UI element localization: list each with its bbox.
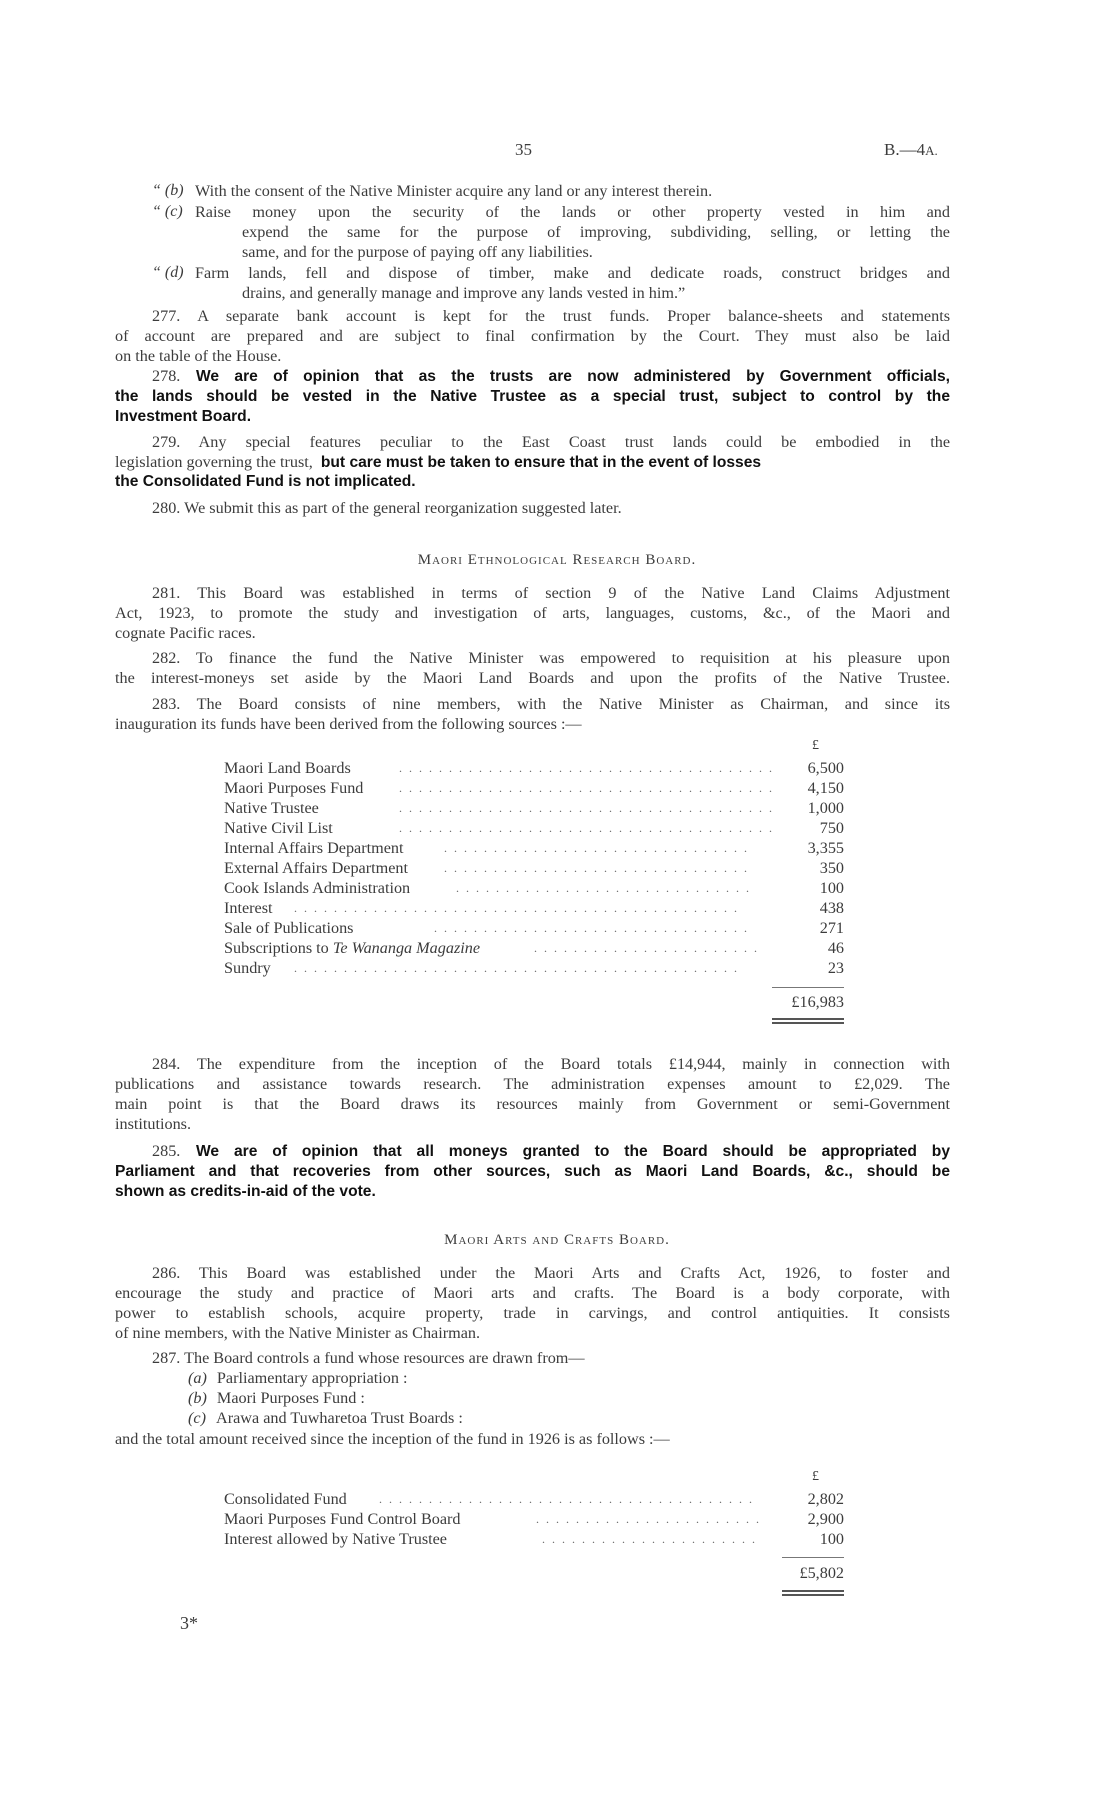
paragraph-286-line-2: encourage the study and practice of Maori arts and crafts. The Board is a body corporate, with xyxy=(115,1284,950,1302)
table1-row-amount: 46 xyxy=(827,939,844,957)
paragraph-281-line-3: cognate Pacific races. xyxy=(115,624,256,642)
table1-subtotal-rule xyxy=(772,987,844,988)
table2-row-amount: 2,802 xyxy=(807,1490,844,1508)
paragraph-285-line-3: shown as credits-in-aid of the vote. xyxy=(115,1183,376,1200)
paragraph-277-line-3: on the table of the House. xyxy=(115,347,282,365)
leader-dots: . . . . . . . . . . . . . . . . . . . . . . . . . . . . . . . . . . . . . . xyxy=(399,761,774,775)
paragraph-278-line-2: the lands should be vested in the Native Trustee as a special trust, subject to control by the xyxy=(115,388,950,405)
clause-b-lead: “ (b) xyxy=(152,182,184,199)
list-item-b-text: Maori Purposes Fund : xyxy=(216,1389,365,1407)
table1-row-label: Interest xyxy=(224,899,273,917)
leader-dots: . . . . . . . . . . . . . . . . . . . . . . . . . . . . . . . . . . . . . . . . . . . . . xyxy=(294,961,739,975)
paragraph-278-number: 278. xyxy=(152,367,181,385)
table1-row-label-prefix: Subscriptions to xyxy=(224,939,329,957)
clause-c-line-3: same, and for the purpose of paying off any liabilities. xyxy=(242,243,593,261)
table1-row-amount: 350 xyxy=(819,859,844,877)
paragraph-287-line-1: 287. The Board controls a fund whose resources are drawn from— xyxy=(152,1349,585,1367)
table1-double-rule-bottom xyxy=(772,1022,844,1024)
table1-row-label-italic: Te Wananga Magazine xyxy=(332,939,481,957)
table1-row xyxy=(224,858,844,878)
table1-row xyxy=(224,778,844,798)
leader-dots: . . . . . . . . . . . . . . . . . . . . . . . . . . . . . . . . . . . . . . . . . . . . . xyxy=(294,901,739,915)
paragraph-279-bold-part: but care must be taken to ensure that in the event of losses xyxy=(320,454,762,471)
table1-row-label: External Affairs Department xyxy=(224,859,408,877)
table2-row-amount: 2,900 xyxy=(807,1510,844,1528)
table2-row xyxy=(224,1509,844,1529)
paragraph-281-line-2: Act, 1923, to promote the study and investigation of arts, languages, customs, &c., of the Maori and xyxy=(115,604,950,622)
table1-row-label xyxy=(224,938,480,958)
clause-d-lead: “ (d) xyxy=(152,264,184,281)
table1-row-amount: 438 xyxy=(819,899,844,917)
table1-row-amount: 4,150 xyxy=(807,779,844,797)
list-item-c-text: Arawa and Tuwharetoa Trust Boards : xyxy=(216,1409,463,1427)
paragraph-284-line-1: 284. The expenditure from the inception of the Board totals £14,944, mainly in connection with xyxy=(152,1055,950,1073)
table1-row-label: Maori Purposes Fund xyxy=(224,779,364,797)
paragraph-278-line-3: Investment Board. xyxy=(115,408,252,425)
document-reference xyxy=(884,140,938,160)
table1-row xyxy=(224,758,844,778)
leader-dots: . . . . . . . . . . . . . . . . . . . . . . . . . . . . . . . . xyxy=(434,921,749,935)
table2-total: £5,802 xyxy=(799,1564,844,1582)
clause-d-line-2: drains, and generally manage and improve any lands vested in him.” xyxy=(242,284,686,302)
table1-currency-header: £ xyxy=(812,738,819,753)
paragraph-285-line-2: Parliament and that recoveries from other sources, such as Maori Land Boards, &c., should be xyxy=(115,1163,950,1180)
table1-row-amount: 750 xyxy=(819,819,844,837)
table1-row xyxy=(224,878,844,898)
list-item-b-lead: (b) xyxy=(188,1389,207,1407)
table1-row xyxy=(224,938,844,958)
table1-row-label: Native Trustee xyxy=(224,799,319,817)
document-reference-prefix: B.—4 xyxy=(884,140,926,159)
paragraph-281-line-1: 281. This Board was established in terms of section 9 of the Native Land Claims Adjustment xyxy=(152,584,950,602)
paragraph-279-line-2 xyxy=(115,452,950,473)
table1-row-amount: 100 xyxy=(819,879,844,897)
clause-c-line-2: expend the same for the purpose of improving, subdividing, selling, or letting the xyxy=(242,223,950,241)
paragraph-279-line-3: the Consolidated Fund is not implicated. xyxy=(115,473,416,490)
paragraph-279-plain-part: legislation governing the trust, xyxy=(115,453,313,471)
leader-dots: . . . . . . . . . . . . . . . . . . . . . . . . . . . . . . . . . . . . . . xyxy=(399,781,774,795)
table1-row-label: Cook Islands Administration xyxy=(224,879,411,897)
table1-row xyxy=(224,918,844,938)
table1-row-amount: 23 xyxy=(827,959,844,977)
paragraph-280: 280. We submit this as part of the general reorganization suggested later. xyxy=(152,499,622,517)
clause-c-line-1: Raise money upon the security of the lands or other property vested in him and xyxy=(195,203,950,221)
paragraph-284-line-4: institutions. xyxy=(115,1115,192,1133)
section-heading-ethnological-board: Maori Ethnological Research Board. xyxy=(417,552,697,568)
table1-row xyxy=(224,818,844,838)
clause-b-text: With the consent of the Native Minister acquire any land or any interest therein. xyxy=(195,182,713,200)
table1-row xyxy=(224,838,844,858)
table1-row xyxy=(224,958,844,978)
paragraph-286-line-4: of nine members, with the Native Minister as Chairman. xyxy=(115,1324,481,1342)
table2-double-rule-bottom xyxy=(782,1594,844,1596)
table2-row-label: Consolidated Fund xyxy=(224,1490,347,1508)
table2-row-label: Maori Purposes Fund Control Board xyxy=(224,1510,461,1528)
paragraph-282-line-2: the interest-moneys set aside by the Maori Land Boards and upon the profits of the Native Trustee. xyxy=(115,669,950,687)
table2-currency-header: £ xyxy=(812,1469,819,1484)
paragraph-284-line-3: main point is that the Board draws its resources mainly from Government or semi-Government xyxy=(115,1095,950,1113)
page-number: 35 xyxy=(515,140,532,159)
table1-row-amount: 271 xyxy=(819,919,844,937)
table1-row-amount: 6,500 xyxy=(807,759,844,777)
clause-c-lead: “ (c) xyxy=(152,203,183,220)
table1-row-label: Sale of Publications xyxy=(224,919,354,937)
table1-row-label: Sundry xyxy=(224,959,271,977)
list-item-a xyxy=(188,1369,408,1388)
leader-dots: . . . . . . . . . . . . . . . . . . . . . . xyxy=(542,1532,757,1546)
list-item-a-text: Parliamentary appropriation : xyxy=(216,1369,408,1387)
leader-dots: . . . . . . . . . . . . . . . . . . . . . . . . . . . . . . . xyxy=(444,861,749,875)
paragraph-277-line-1: 277. A separate bank account is kept for the trust funds. Proper balance-sheets and statements xyxy=(152,307,950,325)
paragraph-286-line-3: power to establish schools, acquire property, trade in carvings, and control antiquities. It consists xyxy=(115,1304,950,1322)
table1-row-label: Native Civil List xyxy=(224,819,333,837)
table1-total: £16,983 xyxy=(791,993,844,1011)
leader-dots: . . . . . . . . . . . . . . . . . . . . . . . . . . . . . . xyxy=(456,881,751,895)
table2-row xyxy=(224,1489,844,1509)
paragraph-277-line-2: of account are prepared and are subject to final confirmation by the Court. They must also be laid xyxy=(115,327,950,345)
paragraph-279-line-1: 279. Any special features peculiar to the East Coast trust lands could be embodied in the xyxy=(152,433,950,451)
table2-row-amount: 100 xyxy=(819,1530,844,1548)
list-item-a-lead: (a) xyxy=(188,1369,207,1387)
document-reference-suffix: A. xyxy=(925,143,938,158)
paragraph-287-line-2: and the total amount received since the inception of the fund in 1926 is as follows :— xyxy=(115,1430,670,1448)
table2-double-rule-top xyxy=(782,1590,844,1592)
table1-row-amount: 1,000 xyxy=(807,799,844,817)
paragraph-285-number: 285. xyxy=(152,1142,181,1160)
clause-d-line-1: Farm lands, fell and dispose of timber, make and dedicate roads, construct bridges and xyxy=(195,264,950,282)
leader-dots: . . . . . . . . . . . . . . . . . . . . . . . . . . . . . . . . . . . . . . xyxy=(399,821,774,835)
list-item-c xyxy=(188,1409,463,1428)
paragraph-283-line-1: 283. The Board consists of nine members, with the Native Minister as Chairman, and since its xyxy=(152,695,950,713)
section-heading-arts-crafts-board: Maori Arts and Crafts Board. xyxy=(444,1232,670,1248)
leader-dots: . . . . . . . . . . . . . . . . . . . . . . . . . . . . . . . . . . . . . . xyxy=(379,1492,754,1506)
paragraph-283-line-2: inauguration its funds have been derived from the following sources :— xyxy=(115,715,582,733)
paragraph-278-line-1: We are of opinion that as the trusts are now administered by Government officials, xyxy=(196,368,950,385)
paragraph-284-line-2: publications and assistance towards research. The administration expenses amount to £2,029. The xyxy=(115,1075,950,1093)
leader-dots: . . . . . . . . . . . . . . . . . . . . . . . . . . . . . . . xyxy=(444,841,749,855)
table2-row-label: Interest allowed by Native Trustee xyxy=(224,1530,447,1548)
signature-mark: 3* xyxy=(180,1613,198,1633)
leader-dots: . . . . . . . . . . . . . . . . . . . . . . . xyxy=(534,941,759,955)
list-item-b xyxy=(188,1389,365,1408)
leader-dots: . . . . . . . . . . . . . . . . . . . . . . . . . . . . . . . . . . . . . . xyxy=(399,801,774,815)
list-item-c-lead: (c) xyxy=(188,1409,206,1427)
table1-row xyxy=(224,898,844,918)
paragraph-282-line-1: 282. To finance the fund the Native Minister was empowered to requisition at his pleasure upon xyxy=(152,649,950,667)
paragraph-286-line-1: 286. This Board was established under the Maori Arts and Crafts Act, 1926, to foster and xyxy=(152,1264,950,1282)
table1-row-label: Maori Land Boards xyxy=(224,759,351,777)
table1-row-label: Internal Affairs Department xyxy=(224,839,404,857)
table2-subtotal-rule xyxy=(782,1557,844,1558)
table1-double-rule-top xyxy=(772,1018,844,1020)
table1-row-amount: 3,355 xyxy=(807,839,844,857)
table2-row xyxy=(224,1529,844,1549)
table1-row xyxy=(224,798,844,818)
leader-dots: . . . . . . . . . . . . . . . . . . . . . . . xyxy=(536,1512,761,1526)
paragraph-285-line-1: We are of opinion that all moneys granted to the Board should be appropriated by xyxy=(196,1143,950,1160)
